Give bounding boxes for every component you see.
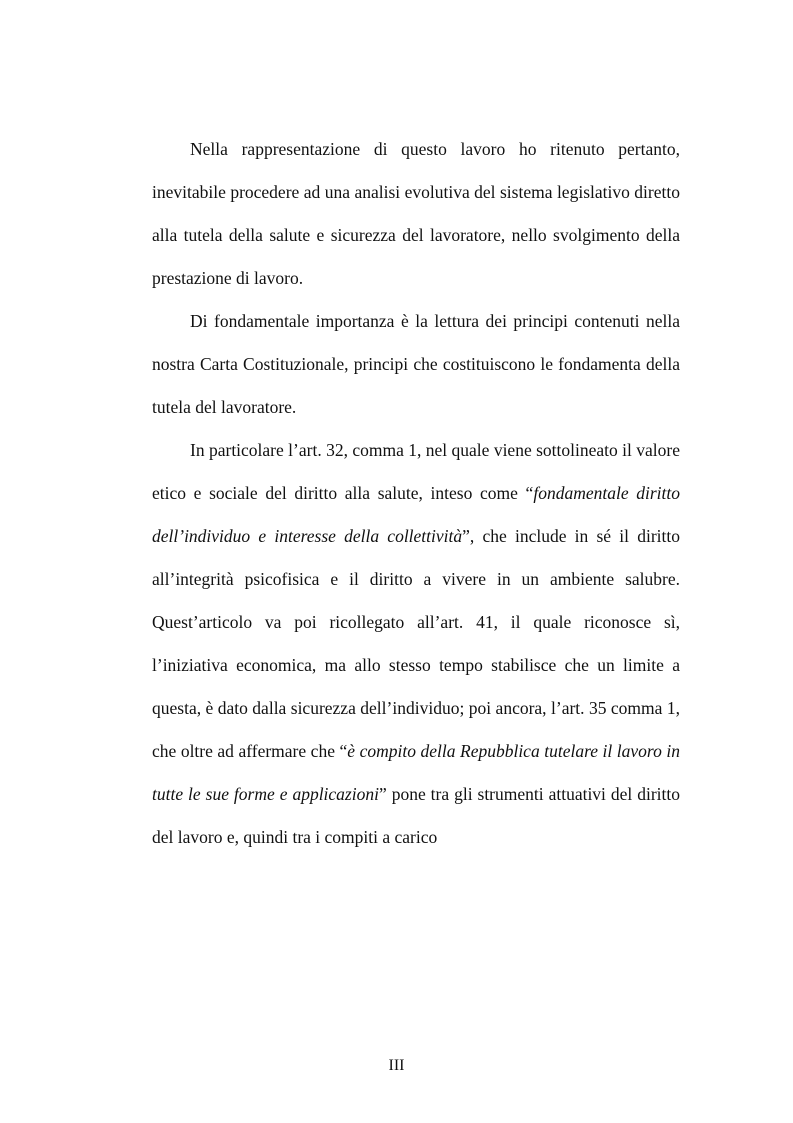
paragraph-2	[152, 300, 680, 429]
body-text	[152, 128, 680, 859]
paragraph-3	[152, 429, 680, 859]
paragraph-3-text-a: In particolare l’art. 32, comma 1, nel quale viene sottolineato il valore etico e sociale del diritto alla salute, inteso come “	[152, 440, 680, 503]
quote-republic-duty: è compito della Repubblica tutelare il lavoro in tutte le sue forme e applicazioni	[152, 741, 680, 804]
page-number: III	[388, 1057, 405, 1074]
paragraph-1-text: Nella rappresentazione di questo lavoro ho ritenuto pertanto, inevitabile procedere ad una analisi evolutiva del sistema legislativo diretto alla tutela della salute e sicurezza del lavoratore, nello svolgimento della prestazione di lavoro.	[152, 139, 680, 288]
paragraph-3-text-b: ”, che include in sé il diritto all’integrità psicofisica e il diritto a vivere in un ambiente salubre. Quest’articolo va poi ricollegato all’art. 41, il quale riconosce sì, l’iniziativa economica, ma allo stesso tempo stabilisce che un limite a questa, è dato dalla sicurezza dell’individuo; poi ancora, l’art. 35 comma 1, che oltre ad affermare che “	[152, 526, 680, 761]
paragraph-3-text-c: ” pone tra gli strumenti attuativi del diritto del lavoro e, quindi tra i compiti a carico	[152, 784, 680, 847]
paragraph-2-text: Di fondamentale importanza è la lettura dei principi contenuti nella nostra Carta Costituzionale, principi che costituiscono le fondamenta della tutela del lavoratore.	[152, 311, 680, 417]
quote-fundamental-right: fondamentale diritto dell’individuo e interesse della collettività	[152, 483, 680, 546]
paragraph-1	[152, 128, 680, 300]
